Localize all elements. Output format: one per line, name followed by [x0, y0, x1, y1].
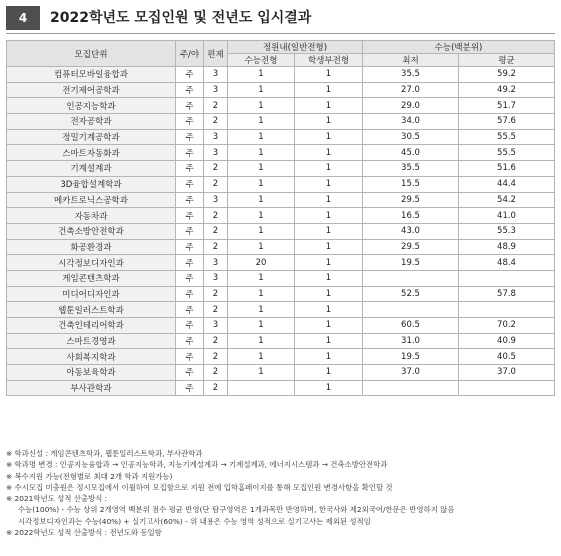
- csat-avg-cell: 48.4: [459, 255, 555, 271]
- program-years-cell: 2: [204, 114, 228, 130]
- dept-cell: 컴퓨터모바일융합과: [7, 67, 176, 83]
- dept-cell: 미디어디자인과: [7, 286, 176, 302]
- section-title: 2022학년도 모집인원 및 전년도 입시결과: [50, 10, 312, 26]
- quota-record-cell: 1: [295, 333, 363, 349]
- csat-avg-cell: [459, 380, 555, 396]
- csat-min-cell: [363, 302, 459, 318]
- table-row: [7, 67, 555, 83]
- csat-avg-cell: 55.5: [459, 129, 555, 145]
- program-years-cell: 3: [204, 192, 228, 208]
- csat-avg-cell: 51.6: [459, 161, 555, 177]
- csat-avg-cell: 51.7: [459, 98, 555, 114]
- dept-cell: 전자공학과: [7, 114, 176, 130]
- quota-csat-cell: 1: [228, 192, 295, 208]
- header-program-years: 편제: [204, 41, 228, 67]
- day-night-cell: 주: [176, 161, 204, 177]
- quota-record-cell: 1: [295, 302, 363, 318]
- program-years-cell: 2: [204, 98, 228, 114]
- quota-csat-cell: 1: [228, 176, 295, 192]
- section-header: [6, 6, 555, 30]
- csat-avg-cell: 49.2: [459, 82, 555, 98]
- footnote-line: ※ 복수지원 가능(전형별로 최대 2개 학과 지원가능): [6, 471, 173, 481]
- program-years-cell: 2: [204, 239, 228, 255]
- dept-cell: 스마트경영과: [7, 333, 176, 349]
- program-years-cell: 2: [204, 286, 228, 302]
- footnote-line: ※ 학과명 변경 : 인공지능융합과 → 인공지능학과, 지능기계설계과 → 기계설계과, 에너지시스템과 → 건축소방안전학과: [6, 460, 388, 470]
- quota-record-cell: 1: [295, 161, 363, 177]
- csat-min-cell: 52.5: [363, 286, 459, 302]
- day-night-cell: 주: [176, 67, 204, 83]
- csat-avg-cell: 55.5: [459, 145, 555, 161]
- csat-min-cell: 34.0: [363, 114, 459, 130]
- csat-min-cell: 19.5: [363, 255, 459, 271]
- program-years-cell: 3: [204, 67, 228, 83]
- day-night-cell: 주: [176, 318, 204, 334]
- quota-record-cell: 1: [295, 380, 363, 396]
- day-night-cell: 주: [176, 380, 204, 396]
- program-years-cell: 2: [204, 302, 228, 318]
- header-day-night: 주/야: [176, 41, 204, 67]
- quota-csat-cell: 1: [228, 349, 295, 365]
- header-quota: 정원내(일반전형): [228, 41, 363, 54]
- quota-csat-cell: 1: [228, 98, 295, 114]
- csat-avg-cell: 59.2: [459, 67, 555, 83]
- quota-record-cell: 1: [295, 286, 363, 302]
- table-row: [7, 176, 555, 192]
- footnote-line: ※ 학과신설 : 게임콘텐츠학과, 웹툰일러스트학과, 부사관학과: [6, 449, 203, 458]
- quota-csat-cell: 1: [228, 82, 295, 98]
- program-years-cell: 2: [204, 333, 228, 349]
- program-years-cell: 3: [204, 255, 228, 271]
- csat-avg-cell: 40.9: [459, 333, 555, 349]
- table-body: [7, 67, 555, 396]
- dept-cell: 시각정보디자인과: [7, 255, 176, 271]
- csat-avg-cell: 37.0: [459, 365, 555, 381]
- quota-record-cell: 1: [295, 145, 363, 161]
- dept-cell: 화공환경과: [7, 239, 176, 255]
- program-years-cell: 3: [204, 129, 228, 145]
- day-night-cell: 주: [176, 286, 204, 302]
- header-dept: 모집단위: [7, 41, 176, 67]
- quota-csat-cell: 1: [228, 365, 295, 381]
- quota-record-cell: 1: [295, 114, 363, 130]
- quota-record-cell: 1: [295, 365, 363, 381]
- quota-csat-cell: [228, 380, 295, 396]
- csat-min-cell: 29.0: [363, 98, 459, 114]
- dept-cell: 건축인테리어학과: [7, 318, 176, 334]
- csat-avg-cell: 57.8: [459, 286, 555, 302]
- quota-csat-cell: 1: [228, 67, 295, 83]
- dept-cell: 웹툰일러스트학과: [7, 302, 176, 318]
- footnote-line: ※ 2021학년도 성적 산출방식 :: [6, 494, 108, 504]
- dept-cell: 건축소방안전학과: [7, 223, 176, 239]
- table-row: [7, 129, 555, 145]
- csat-min-cell: 60.5: [363, 318, 459, 334]
- quota-csat-cell: 1: [228, 333, 295, 349]
- csat-min-cell: 35.5: [363, 67, 459, 83]
- csat-min-cell: 31.0: [363, 333, 459, 349]
- quota-record-cell: 1: [295, 349, 363, 365]
- table-row: [7, 223, 555, 239]
- table-row: [7, 239, 555, 255]
- program-years-cell: 3: [204, 318, 228, 334]
- day-night-cell: 주: [176, 349, 204, 365]
- table-row: [7, 365, 555, 381]
- program-years-cell: 2: [204, 223, 228, 239]
- csat-avg-cell: 57.6: [459, 114, 555, 130]
- day-night-cell: 주: [176, 98, 204, 114]
- day-night-cell: 주: [176, 145, 204, 161]
- dept-cell: 정밀기계공학과: [7, 129, 176, 145]
- csat-avg-cell: 55.3: [459, 223, 555, 239]
- day-night-cell: 주: [176, 365, 204, 381]
- day-night-cell: 주: [176, 239, 204, 255]
- table-row: [7, 161, 555, 177]
- header-csat-avg: 평균: [459, 54, 555, 67]
- day-night-cell: 주: [176, 223, 204, 239]
- day-night-cell: 주: [176, 176, 204, 192]
- csat-min-cell: 15.5: [363, 176, 459, 192]
- quota-csat-cell: 1: [228, 270, 295, 286]
- quota-record-cell: 1: [295, 223, 363, 239]
- table-row: [7, 114, 555, 130]
- header-quota-record: 학생부전형: [295, 54, 363, 67]
- footnote-line: 시각정보디자인과는 수능(40%) + 실기고사(60%) - 위 내용은 수능 영역 성적으로 실기고사는 제외된 성적임: [18, 516, 371, 526]
- quota-record-cell: 1: [295, 270, 363, 286]
- csat-avg-cell: 44.4: [459, 176, 555, 192]
- csat-min-cell: 27.0: [363, 82, 459, 98]
- program-years-cell: 2: [204, 176, 228, 192]
- dept-cell: 게임콘텐츠학과: [7, 270, 176, 286]
- csat-min-cell: 30.5: [363, 129, 459, 145]
- csat-avg-cell: 40.5: [459, 349, 555, 365]
- csat-avg-cell: [459, 270, 555, 286]
- csat-min-cell: 45.0: [363, 145, 459, 161]
- csat-min-cell: 16.5: [363, 208, 459, 224]
- quota-csat-cell: 1: [228, 114, 295, 130]
- header-divider: [6, 33, 555, 34]
- table-row: [7, 380, 555, 396]
- quota-csat-cell: 1: [228, 223, 295, 239]
- csat-min-cell: 37.0: [363, 365, 459, 381]
- table-row: [7, 286, 555, 302]
- table-row: [7, 208, 555, 224]
- program-years-cell: 3: [204, 270, 228, 286]
- program-years-cell: 2: [204, 365, 228, 381]
- header-csat-min: 최저: [363, 54, 459, 67]
- csat-min-cell: 43.0: [363, 223, 459, 239]
- quota-csat-cell: 1: [228, 318, 295, 334]
- day-night-cell: 주: [176, 192, 204, 208]
- day-night-cell: 주: [176, 114, 204, 130]
- quota-csat-cell: 1: [228, 129, 295, 145]
- quota-record-cell: 1: [295, 239, 363, 255]
- quota-record-cell: 1: [295, 98, 363, 114]
- csat-avg-cell: 48.9: [459, 239, 555, 255]
- footnote-line: 수능(100%) - 수능 상위 2개영역 백분위 점수 평균 반영(단 탐구영역은 1개과목만 반영하며, 한국사와 제2외국어/한문은 반영하지 않음: [18, 505, 455, 515]
- table-row: [7, 192, 555, 208]
- dept-cell: 메카트로닉스공학과: [7, 192, 176, 208]
- dept-cell: 자동차과: [7, 208, 176, 224]
- day-night-cell: 주: [176, 270, 204, 286]
- quota-record-cell: 1: [295, 176, 363, 192]
- dept-cell: 스마트자동화과: [7, 145, 176, 161]
- program-years-cell: 2: [204, 208, 228, 224]
- program-years-cell: 2: [204, 380, 228, 396]
- quota-csat-cell: 1: [228, 286, 295, 302]
- dept-cell: 전기제어공학과: [7, 82, 176, 98]
- footnote-line: ※ 수시모집 미충원은 정시모집에서 이월하여 모집함으로 지원 전에 입학홈페이지를 통해 모집인원 변경사항을 확인할 것: [6, 482, 393, 492]
- dept-cell: 기계설계과: [7, 161, 176, 177]
- quota-record-cell: 1: [295, 129, 363, 145]
- quota-csat-cell: 1: [228, 161, 295, 177]
- quota-record-cell: 1: [295, 255, 363, 271]
- dept-cell: 인공지능학과: [7, 98, 176, 114]
- csat-min-cell: 29.5: [363, 192, 459, 208]
- table-row: [7, 333, 555, 349]
- footnote-line: ※ 2022학년도 성적 산출방식 : 전년도와 동일함: [6, 528, 162, 538]
- footnotes: [6, 448, 556, 538]
- table-row: [7, 82, 555, 98]
- dept-cell: 아동보육학과: [7, 365, 176, 381]
- csat-min-cell: 29.5: [363, 239, 459, 255]
- dept-cell: 3D융합설계학과: [7, 176, 176, 192]
- quota-record-cell: 1: [295, 318, 363, 334]
- dept-cell: 부사관학과: [7, 380, 176, 396]
- quota-csat-cell: 20: [228, 255, 295, 271]
- day-night-cell: 주: [176, 302, 204, 318]
- day-night-cell: 주: [176, 333, 204, 349]
- day-night-cell: 주: [176, 82, 204, 98]
- quota-record-cell: 1: [295, 82, 363, 98]
- csat-min-cell: 35.5: [363, 161, 459, 177]
- admission-results-table: [6, 40, 555, 396]
- dept-cell: 사회복지학과: [7, 349, 176, 365]
- csat-min-cell: [363, 270, 459, 286]
- quota-record-cell: 1: [295, 192, 363, 208]
- program-years-cell: 3: [204, 145, 228, 161]
- section-number-badge: 4: [6, 6, 40, 30]
- quota-csat-cell: 1: [228, 239, 295, 255]
- program-years-cell: 2: [204, 349, 228, 365]
- program-years-cell: 2: [204, 161, 228, 177]
- table-row: [7, 145, 555, 161]
- csat-min-cell: [363, 380, 459, 396]
- csat-avg-cell: 54.2: [459, 192, 555, 208]
- day-night-cell: 주: [176, 208, 204, 224]
- quota-record-cell: 1: [295, 67, 363, 83]
- csat-min-cell: 19.5: [363, 349, 459, 365]
- csat-avg-cell: 41.0: [459, 208, 555, 224]
- header-csat: 수능(백분위): [363, 41, 555, 54]
- table-row: [7, 318, 555, 334]
- table-row: [7, 270, 555, 286]
- quota-record-cell: 1: [295, 208, 363, 224]
- quota-csat-cell: 1: [228, 145, 295, 161]
- day-night-cell: 주: [176, 129, 204, 145]
- table-row: [7, 255, 555, 271]
- quota-csat-cell: 1: [228, 208, 295, 224]
- quota-csat-cell: 1: [228, 302, 295, 318]
- program-years-cell: 3: [204, 82, 228, 98]
- csat-avg-cell: [459, 302, 555, 318]
- csat-avg-cell: 70.2: [459, 318, 555, 334]
- day-night-cell: 주: [176, 255, 204, 271]
- header-quota-csat: 수능전형: [228, 54, 295, 67]
- table-row: [7, 302, 555, 318]
- table-row: [7, 98, 555, 114]
- table-row: [7, 349, 555, 365]
